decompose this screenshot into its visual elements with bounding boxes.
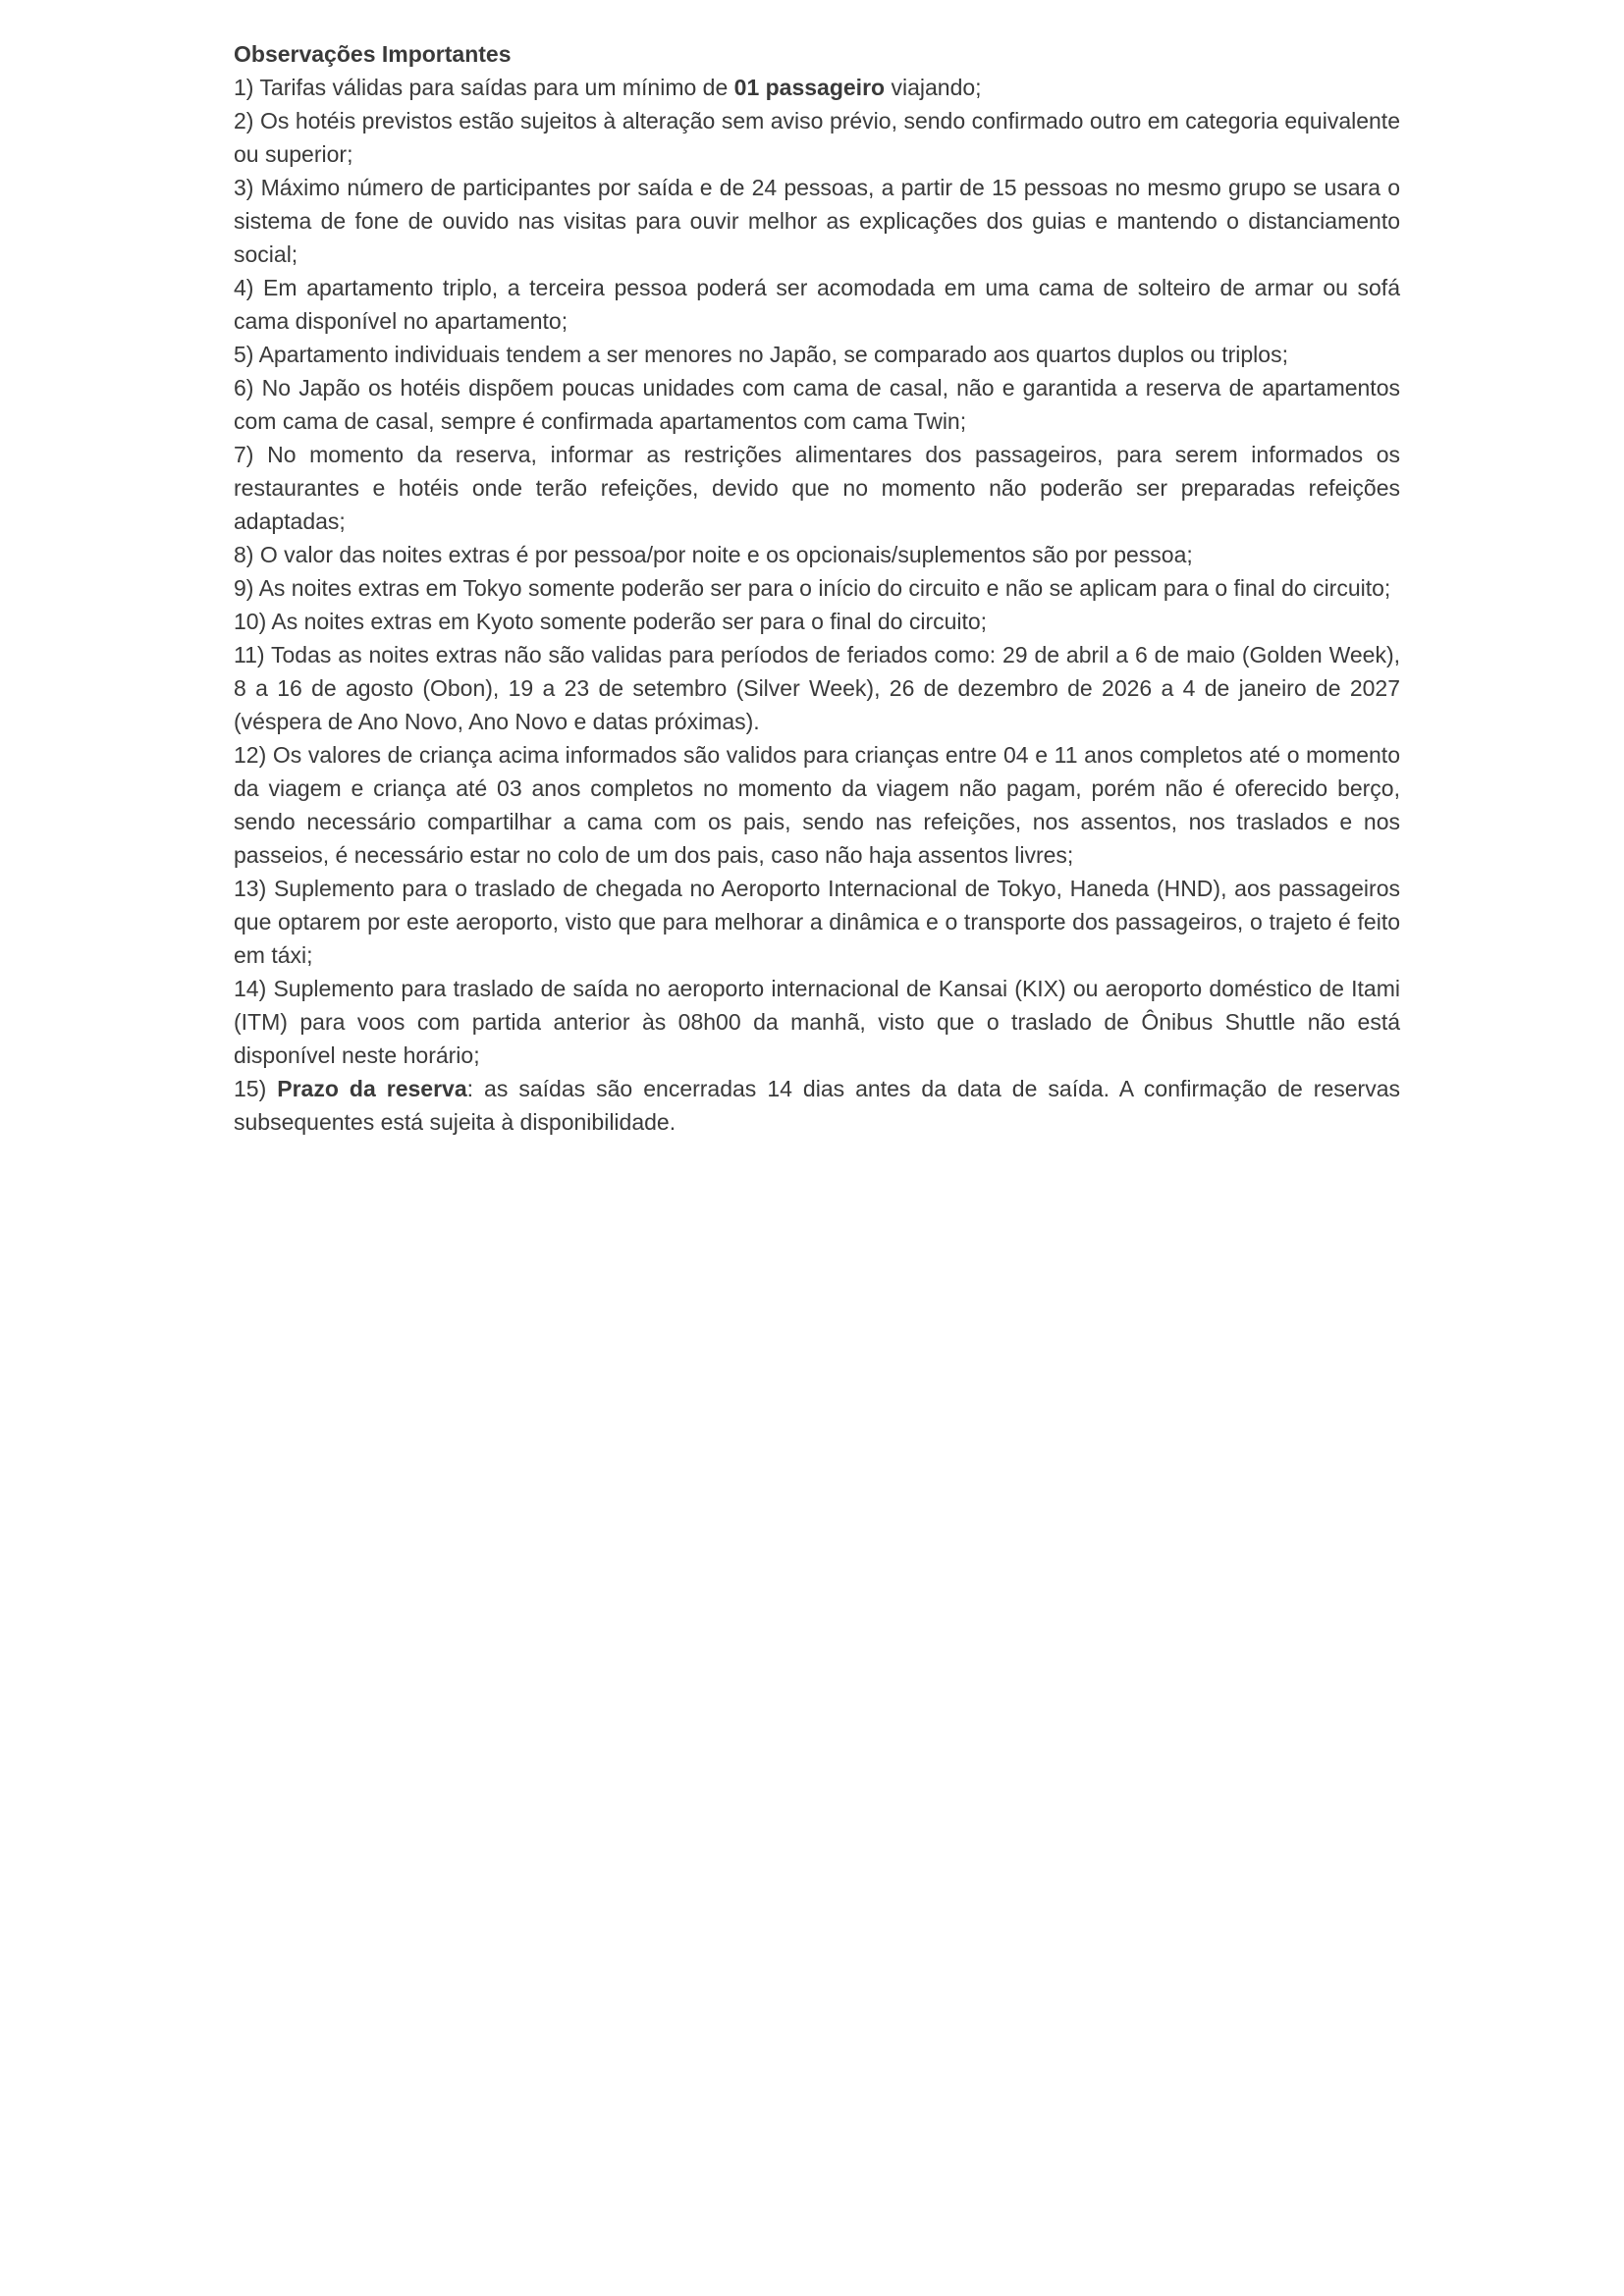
list-item: 11) Todas as noites extras não são validas para períodos de feriados como: 29 de abril a 6 de maio (Golden Week), 8 a 16 de agosto (Obon), 19 a 23 de setembro (Silver Week), 26 de dezembro de 2026 a 4 de janeiro de 2027 (véspera de Ano Novo, Ano Novo e datas próximas). bbox=[234, 642, 1400, 734]
list-item: 14) Suplemento para traslado de saída no aeroporto internacional de Kansai (KIX) ou aeroporto doméstico de Itami (ITM) para voos com partida anterior às 08h00 da manhã, visto que o traslado de Ônibus Shuttle não está disponível neste horário; bbox=[234, 976, 1400, 1068]
list-item: 7) No momento da reserva, informar as restrições alimentares dos passageiros, para serem informados os restaurantes e hotéis onde terão refeições, devido que no momento não poderão ser preparadas refeições adaptadas; bbox=[234, 442, 1400, 534]
list-item: 10) As noites extras em Kyoto somente poderão ser para o final do circuito; bbox=[234, 609, 988, 634]
list-item: 5) Apartamento individuais tendem a ser menores no Japão, se comparado aos quartos duplos ou triplos; bbox=[234, 342, 1288, 367]
list-item: 15) Prazo da reserva: as saídas são encerradas 14 dias antes da data de saída. A confirmação de reservas subsequentes está sujeita à disponibilidade. bbox=[234, 1076, 1400, 1135]
section-title: Observações Importantes bbox=[234, 41, 512, 67]
list-item: 3) Máximo número de participantes por saída e de 24 pessoas, a partir de 15 pessoas no mesmo grupo se usara o sistema de fone de ouvido nas visitas para ouvir melhor as explicações dos guias e mantendo o distanciamento social; bbox=[234, 175, 1400, 267]
list-item: 12) Os valores de criança acima informados são validos para crianças entre 04 e 11 anos completos até o momento da viagem e criança até 03 anos completos no momento da viagem não pagam, porém não é oferecido berço, sendo necessário compartilhar a cama com os pais, sendo nas refeições, nos assentos, nos traslados e nos passeios, é necessário estar no colo de um dos pais, caso não haja assentos livres; bbox=[234, 742, 1400, 868]
list-item: 2) Os hotéis previstos estão sujeitos à alteração sem aviso prévio, sendo confirmado outro em categoria equivalente ou superior; bbox=[234, 108, 1400, 167]
list-item: 13) Suplemento para o traslado de chegada no Aeroporto Internacional de Tokyo, Haneda (HND), aos passageiros que optarem por este aeroporto, visto que para melhorar a dinâmica e o transporte dos passageiros, o trajeto é feito em táxi; bbox=[234, 876, 1400, 968]
list-item: 4) Em apartamento triplo, a terceira pessoa poderá ser acomodada em uma cama de solteiro de armar ou sofá cama disponível no apartamento; bbox=[234, 275, 1400, 334]
list-item: 9) As noites extras em Tokyo somente poderão ser para o início do circuito e não se aplicam para o final do circuito; bbox=[234, 575, 1391, 601]
list-item: 6) No Japão os hotéis dispõem poucas unidades com cama de casal, não e garantida a reserva de apartamentos com cama de casal, sempre é confirmada apartamentos com cama Twin; bbox=[234, 375, 1400, 434]
list-item: 8) O valor das noites extras é por pessoa/por noite e os opcionais/suplementos são por pessoa; bbox=[234, 542, 1193, 567]
list-item: 1) Tarifas válidas para saídas para um mínimo de 01 passageiro viajando; bbox=[234, 75, 982, 100]
document-page bbox=[234, 37, 1400, 1139]
